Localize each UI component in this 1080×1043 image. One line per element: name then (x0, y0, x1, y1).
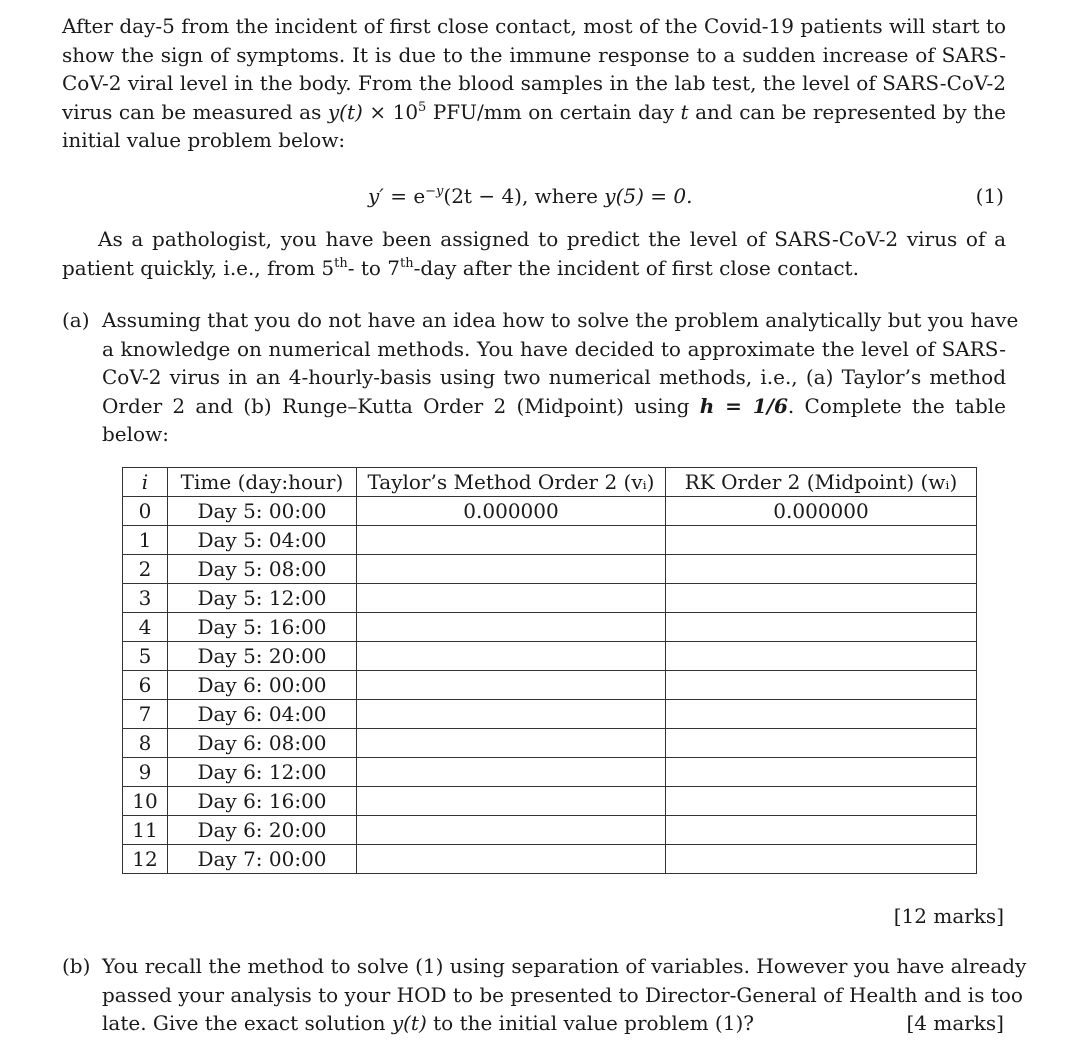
part-b-text (102, 952, 1027, 1038)
cell-taylor[interactable]: 0.000000 (357, 497, 666, 526)
cell-time: Day 5: 00:00 (168, 497, 357, 526)
intro-line: CoV-2 viral level in the body. From the blood samples in the lab test, the level of SARS-CoV-2 (62, 71, 1006, 95)
cell-i: 0 (123, 497, 168, 526)
cell-i: 6 (123, 671, 168, 700)
cell-rk[interactable] (666, 555, 977, 584)
header-taylor: Taylor’s Method Order 2 (vᵢ) (357, 468, 666, 497)
cell-i: 5 (123, 642, 168, 671)
cell-taylor[interactable] (357, 700, 666, 729)
cell-i: 8 (123, 729, 168, 758)
part-a-line: a knowledge on numerical methods. You have decided to approximate the level of SARS- (102, 336, 1006, 361)
cell-time: Day 7: 00:00 (168, 845, 357, 874)
cell-time: Day 6: 12:00 (168, 758, 357, 787)
part-a-marks: [12 marks] (893, 904, 1004, 928)
cell-i: 10 (123, 787, 168, 816)
cell-rk[interactable] (666, 526, 977, 555)
part-b-marks: [4 marks] (906, 1011, 1004, 1035)
intro-line: initial value problem below: (62, 128, 346, 152)
cell-rk[interactable] (666, 758, 977, 787)
part-a-label: (a) (62, 308, 90, 332)
part-b-line: You recall the method to solve (1) using separation of variables. However you have already (102, 954, 1027, 978)
part-b-label: (b) (62, 954, 91, 978)
table-header-row (123, 468, 977, 497)
cell-taylor[interactable] (357, 671, 666, 700)
table-row (123, 671, 977, 700)
cell-taylor[interactable] (357, 758, 666, 787)
cell-taylor[interactable] (357, 526, 666, 555)
pathologist-line: As a pathologist, you have been assigned to predict the level of SARS-CoV-2 virus of a (98, 227, 1006, 251)
cell-time: Day 6: 04:00 (168, 700, 357, 729)
table-row (123, 584, 977, 613)
cell-time: Day 5: 16:00 (168, 613, 357, 642)
cell-time: Day 5: 08:00 (168, 555, 357, 584)
part-a (62, 306, 1019, 449)
cell-taylor[interactable] (357, 816, 666, 845)
part-a-line-4: Order 2 and (b) Runge–Kutta Order 2 (Midpoint) using h = 1/6. Complete the table (102, 393, 1006, 418)
pathologist-paragraph (62, 225, 1006, 282)
cell-i: 9 (123, 758, 168, 787)
table-row (123, 758, 977, 787)
cell-i: 11 (123, 816, 168, 845)
cell-rk[interactable]: 0.000000 (666, 497, 977, 526)
cell-i: 4 (123, 613, 168, 642)
cell-i: 1 (123, 526, 168, 555)
cell-taylor[interactable] (357, 584, 666, 613)
table-row (123, 729, 977, 758)
cell-rk[interactable] (666, 584, 977, 613)
intro-paragraph (62, 12, 1006, 155)
cell-time: Day 5: 04:00 (168, 526, 357, 555)
cell-i: 7 (123, 700, 168, 729)
cell-taylor[interactable] (357, 845, 666, 874)
intro-line-4: virus can be measured as $y(t) \times 10^5$ PFU/mm on certain day t and can be represented by the (62, 99, 1006, 124)
cell-taylor[interactable] (357, 642, 666, 671)
cell-rk[interactable] (666, 816, 977, 845)
table-row (123, 700, 977, 729)
table-row (123, 787, 977, 816)
cell-rk[interactable] (666, 729, 977, 758)
header-i: i (123, 468, 168, 497)
equation-1 (62, 182, 1006, 210)
cell-time: Day 6: 00:00 (168, 671, 357, 700)
cell-time: Day 6: 16:00 (168, 787, 357, 816)
header-rk: RK Order 2 (Midpoint) (wᵢ) (666, 468, 977, 497)
cell-rk[interactable] (666, 787, 977, 816)
table-row (123, 497, 977, 526)
cell-taylor[interactable] (357, 787, 666, 816)
equation-body: $y' = e^{-y}(2t - 4)$, where y(5) = 0. (368, 184, 693, 208)
cell-time: Day 5: 20:00 (168, 642, 357, 671)
table-row (123, 845, 977, 874)
part-a-line: Assuming that you do not have an idea how to solve the problem analytically but you have (102, 308, 1019, 332)
part-b-line-3: late. Give the exact solution y(t) to the initial value problem (1)? (102, 1011, 754, 1035)
cell-time: Day 5: 12:00 (168, 584, 357, 613)
results-table (122, 467, 977, 874)
part-b-line: passed your analysis to your HOD to be presented to Director-General of Health and is too (102, 982, 1023, 1007)
cell-taylor[interactable] (357, 555, 666, 584)
cell-rk[interactable] (666, 700, 977, 729)
cell-rk[interactable] (666, 613, 977, 642)
table-row (123, 555, 977, 584)
cell-taylor[interactable] (357, 613, 666, 642)
cell-time: Day 6: 20:00 (168, 816, 357, 845)
table-row (123, 613, 977, 642)
header-time: Time (day:hour) (168, 468, 357, 497)
cell-rk[interactable] (666, 671, 977, 700)
pathologist-line-2: patient quickly, i.e., from 5th- to 7th-day after the incident of first close contact. (62, 255, 859, 280)
part-a-line: CoV-2 virus in an 4-hourly-basis using two numerical methods, i.e., (a) Taylor’s method (102, 365, 1006, 389)
cell-i: 12 (123, 845, 168, 874)
intro-line: show the sign of symptoms. It is due to the immune response to a sudden increase of SARS- (62, 42, 1006, 67)
table-row (123, 642, 977, 671)
part-a-line: below: (102, 422, 169, 446)
table-row (123, 526, 977, 555)
cell-i: 2 (123, 555, 168, 584)
part-b (62, 952, 1027, 1038)
cell-rk[interactable] (666, 845, 977, 874)
intro-line: After day-5 from the incident of first close contact, most of the Covid-19 patients will start to (62, 14, 1006, 38)
part-a-text (102, 306, 1019, 449)
cell-taylor[interactable] (357, 729, 666, 758)
cell-i: 3 (123, 584, 168, 613)
cell-time: Day 6: 08:00 (168, 729, 357, 758)
cell-rk[interactable] (666, 642, 977, 671)
equation-number: (1) (975, 184, 1004, 208)
table-row (123, 816, 977, 845)
